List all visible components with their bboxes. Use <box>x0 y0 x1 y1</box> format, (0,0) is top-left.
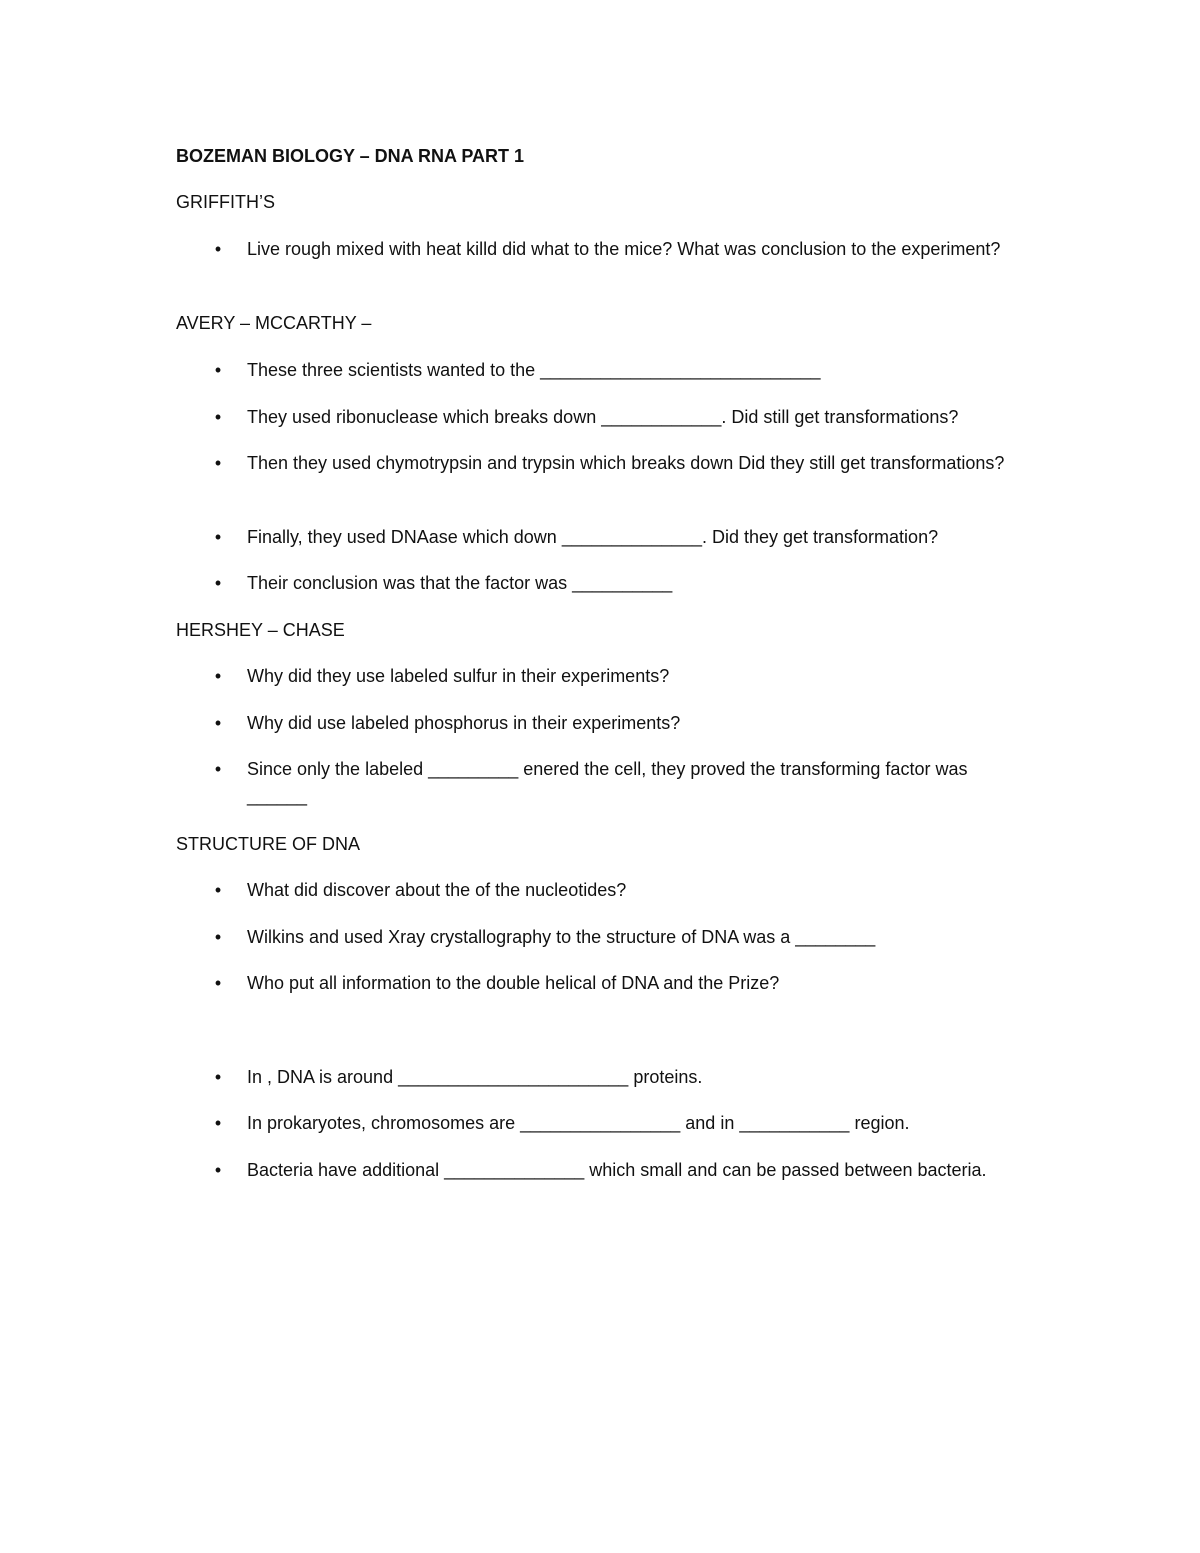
question-text: Why did they use labeled sulfur in their experiments? <box>247 666 670 686</box>
bullet-icon: • <box>214 239 222 259</box>
section-heading-structure-of-dna: STRUCTURE OF DNA <box>176 834 360 854</box>
section-heading-avery-mccarthy: AVERY – MCCARTHY – <box>176 313 372 333</box>
section-heading-griffiths: GRIFFITH’S <box>176 192 275 212</box>
bullet-icon: • <box>214 573 222 593</box>
question-text: Why did use labeled phosphorus in their experiments? <box>247 713 681 733</box>
question-text: Since only the labeled _________ enered the cell, they proved the transforming factor was ______ <box>247 759 968 806</box>
bullet-icon: • <box>214 1067 222 1087</box>
question-text: They used ribonuclease which breaks down ____________. Did still get transformations? <box>247 407 959 427</box>
question-text: Their conclusion was that the factor was __________ <box>247 573 673 593</box>
bullet-icon: • <box>214 453 222 473</box>
question-text: Live rough mixed with heat killd did what to the mice? What was conclusion to the experiment? <box>247 239 1001 259</box>
question-text: Bacteria have additional ______________ which small and can be passed between bacteria. <box>247 1160 987 1180</box>
bullet-icon: • <box>214 407 222 427</box>
question-text: Finally, they used DNAase which down ______________. Did they get transformation? <box>247 527 939 547</box>
bullet-icon: • <box>214 1160 222 1180</box>
bullet-icon: • <box>214 527 222 547</box>
bullet-icon: • <box>214 666 222 686</box>
bullet-icon: • <box>214 1113 222 1133</box>
page-title: BOZEMAN BIOLOGY – DNA RNA PART 1 <box>176 146 525 166</box>
question-text: In prokaryotes, chromosomes are ________________ and in ___________ region. <box>247 1113 910 1133</box>
question-text: Who put all information to the double helical of DNA and the Prize? <box>247 973 780 993</box>
question-text: Wilkins and used Xray crystallography to the structure of DNA was a ________ <box>247 927 876 947</box>
bullet-icon: • <box>214 973 222 993</box>
bullet-icon: • <box>214 927 222 947</box>
section-heading-hershey-chase: HERSHEY – CHASE <box>176 620 345 640</box>
bullet-icon: • <box>214 360 222 380</box>
bullet-icon: • <box>214 880 222 900</box>
question-text: These three scientists wanted to the ____________________________ <box>247 360 821 380</box>
bullet-icon: • <box>214 713 222 733</box>
bullet-icon: • <box>214 759 222 779</box>
question-text: What did discover about the of the nucleotides? <box>247 880 627 900</box>
question-text: Then they used chymotrypsin and trypsin which breaks down Did they still get transformations? <box>247 453 1005 473</box>
question-text: In , DNA is around _______________________ proteins. <box>247 1067 703 1087</box>
